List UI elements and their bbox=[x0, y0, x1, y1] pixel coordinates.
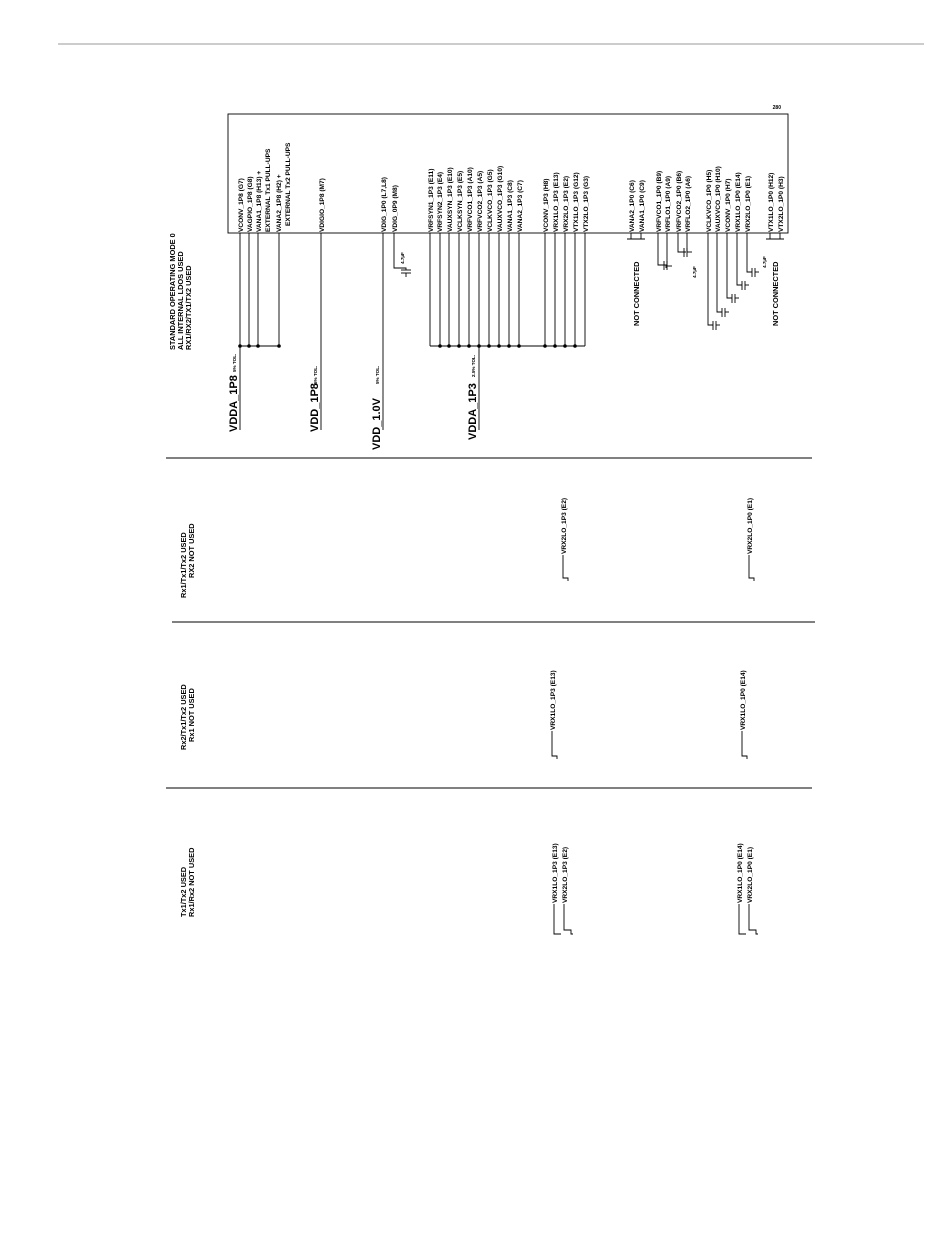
vdd-1p8-group bbox=[309, 178, 326, 432]
section2-pin-b bbox=[747, 498, 759, 585]
rail-label-vdd-1p8: VDD_1P8 bbox=[309, 383, 321, 432]
pin-label: VRX1LO_1P3 (E13) bbox=[553, 172, 560, 232]
pin-label: VDIG_0P9 (M8) bbox=[392, 185, 399, 232]
pin-label: VDIG_1P0 (L7,L8) bbox=[381, 177, 388, 232]
section2-title bbox=[179, 523, 196, 598]
svg-text:VRX2LO_1P3 (E2): VRX2LO_1P3 (E2) bbox=[561, 497, 568, 554]
pin-label: VCLKVCO_1P0 (H5) bbox=[706, 169, 713, 232]
svg-text:STANDARD OPERATING MODE 0: STANDARD OPERATING MODE 0 bbox=[168, 233, 177, 350]
pin-label: VRFVCO2_1P0 (B6) bbox=[676, 170, 683, 232]
capacitor-label: 4.7µF bbox=[400, 252, 405, 264]
section4-pins-a bbox=[552, 843, 577, 938]
rail-tolerance: 5% TOL. bbox=[375, 365, 380, 384]
svg-text:Tx1/Tx2 USED: Tx1/Tx2 USED bbox=[179, 866, 188, 917]
not-connected-label: NOT CONNECTED bbox=[632, 261, 641, 326]
pin-label: VANA2_1P8 (H2) + bbox=[276, 174, 283, 232]
vdda-1p8-group bbox=[228, 142, 292, 432]
section3-title bbox=[179, 684, 196, 750]
pin-label: VCONV_1P3 (H8) bbox=[543, 178, 550, 232]
vclk-1p0-group bbox=[706, 166, 767, 330]
pin-label: VCLKSYN_1P3 (E5) bbox=[457, 170, 464, 232]
pin-label: VANA1_1P0 (C9) bbox=[639, 180, 646, 232]
pin-label: VRFVCO1_1P3 (A10) bbox=[467, 167, 474, 232]
pin-label: VRX1LO_1P0 (E14) bbox=[735, 172, 742, 232]
pin-label: VTX1LO_1P3 (G12) bbox=[573, 172, 580, 232]
pin-label: VAGPIO_1P8 (G8) bbox=[247, 176, 254, 232]
rail-tolerance: 2.5% TOL. bbox=[471, 354, 476, 377]
svg-text:RX2 NOT USED: RX2 NOT USED bbox=[187, 523, 196, 578]
svg-text:Rx2/Tx1/Tx2 USED: Rx2/Tx1/Tx2 USED bbox=[179, 684, 188, 750]
svg-text:Rx1 NOT USED: Rx1 NOT USED bbox=[187, 688, 196, 742]
rail-tolerance: 5% TOL. bbox=[232, 353, 237, 372]
svg-text:VRX1LO_1P3 (E13): VRX1LO_1P3 (E13) bbox=[550, 670, 557, 730]
section2-pin-a bbox=[561, 498, 573, 585]
pin-label: VRX2LO_1P0 (E1) bbox=[745, 175, 752, 232]
svg-text:VRX1LO_1P3 (E13): VRX1LO_1P3 (E13) bbox=[552, 843, 559, 903]
pin-label: VTX2LO_1P3 (G3) bbox=[583, 175, 590, 232]
vdda-1p3-group bbox=[428, 166, 590, 440]
not-connected-label: NOT CONNECTED bbox=[771, 261, 780, 326]
rail-label-vdd-1p0v: VDD_1.0V bbox=[371, 398, 383, 450]
pin-label: VCLKVCO_1P3 (G5) bbox=[487, 169, 494, 232]
svg-text:Rx1/Rx2 NOT USED: Rx1/Rx2 NOT USED bbox=[187, 847, 196, 917]
vtx-1p0-group bbox=[766, 173, 785, 326]
svg-text:Rx1/Tx1/Tx2 USED: Rx1/Tx1/Tx2 USED bbox=[179, 532, 188, 598]
pin-label: VANA2_1P0 (C6) bbox=[629, 180, 636, 232]
svg-text:VRX1LO_1P0 (E14): VRX1LO_1P0 (E14) bbox=[737, 843, 744, 903]
pin-label: VRFLO2_1P0 (A6) bbox=[685, 175, 692, 232]
section4-pins-b bbox=[737, 843, 762, 938]
pin-label: VAUXVCO_1P3 (G10) bbox=[497, 165, 504, 232]
pin-label: VAUXVCO_1P0 (H10) bbox=[715, 166, 722, 232]
figure-id: 280 bbox=[772, 105, 781, 111]
pin-label: VANA2_1P3 (C7) bbox=[517, 180, 524, 232]
section4-title bbox=[179, 847, 196, 917]
pin-label: VTX1LO_1P0 (H12) bbox=[768, 172, 775, 232]
pin-label: VRFVCO2_1P3 (A5) bbox=[477, 170, 484, 232]
svg-text:ALL INTERNAL LDOS USED: ALL INTERNAL LDOS USED bbox=[176, 251, 185, 350]
capacitor-label: 4.7µF bbox=[692, 266, 697, 278]
vrf-1p0-group bbox=[656, 171, 697, 278]
rail-label-vdda-1p3: VDDA_1P3 bbox=[467, 383, 479, 440]
pin-label: VRFLO1_1P0 (A9) bbox=[665, 175, 672, 232]
pin-label: EXTERNAL Tx2 PULL-UPS bbox=[285, 142, 292, 226]
rail-label-vdda-1p8: VDDA_1P8 bbox=[228, 375, 240, 432]
capacitor-label: 4.7µF bbox=[762, 256, 767, 268]
pin-label: VANA1_1P3 (C8) bbox=[507, 180, 514, 232]
rail-tolerance: 5% TOL. bbox=[313, 365, 318, 384]
svg-text:VRX2LO_1P0 (E1): VRX2LO_1P0 (E1) bbox=[747, 846, 754, 903]
pin-label: VAUXSYN_1P3 (E10) bbox=[447, 167, 454, 232]
pin-label: VCONV_1P8 (G7) bbox=[238, 178, 245, 232]
pin-label: EXTERNAL Tx1 PULL-UPS bbox=[265, 148, 272, 232]
svg-text:VRX1LO_1P0 (E14): VRX1LO_1P0 (E14) bbox=[740, 670, 747, 730]
section3-pin-b bbox=[740, 670, 752, 763]
svg-text:RX1/RX2/TX1/TX2 USED: RX1/RX2/TX1/TX2 USED bbox=[184, 265, 193, 350]
svg-text:VRX2LO_1P3 (E2): VRX2LO_1P3 (E2) bbox=[562, 846, 569, 903]
svg-text:VRX2LO_1P0 (E1): VRX2LO_1P0 (E1) bbox=[747, 497, 754, 554]
pin-label: VRX2LO_1P3 (E2) bbox=[563, 175, 570, 232]
section3-pin-a bbox=[550, 670, 562, 763]
pin-label: VDIGIO_1P8 (M7) bbox=[319, 178, 326, 232]
pin-label: VRFSYN1_1P3 (E11) bbox=[428, 168, 435, 232]
pin-label: VANA1_1P8 (H13) + bbox=[256, 170, 263, 232]
pin-label: VTX2LO_1P0 (H3) bbox=[778, 176, 785, 232]
pin-label: VRFSYN2_1P3 (E4) bbox=[437, 171, 444, 232]
vana-1p0-group bbox=[627, 180, 646, 326]
pin-label: VRFVCO1_1P0 (B9) bbox=[656, 170, 663, 232]
pin-label: VCONV_1P0 (H7) bbox=[725, 178, 732, 232]
vdd-1p0v-group bbox=[371, 177, 411, 450]
section1-title bbox=[168, 233, 193, 350]
